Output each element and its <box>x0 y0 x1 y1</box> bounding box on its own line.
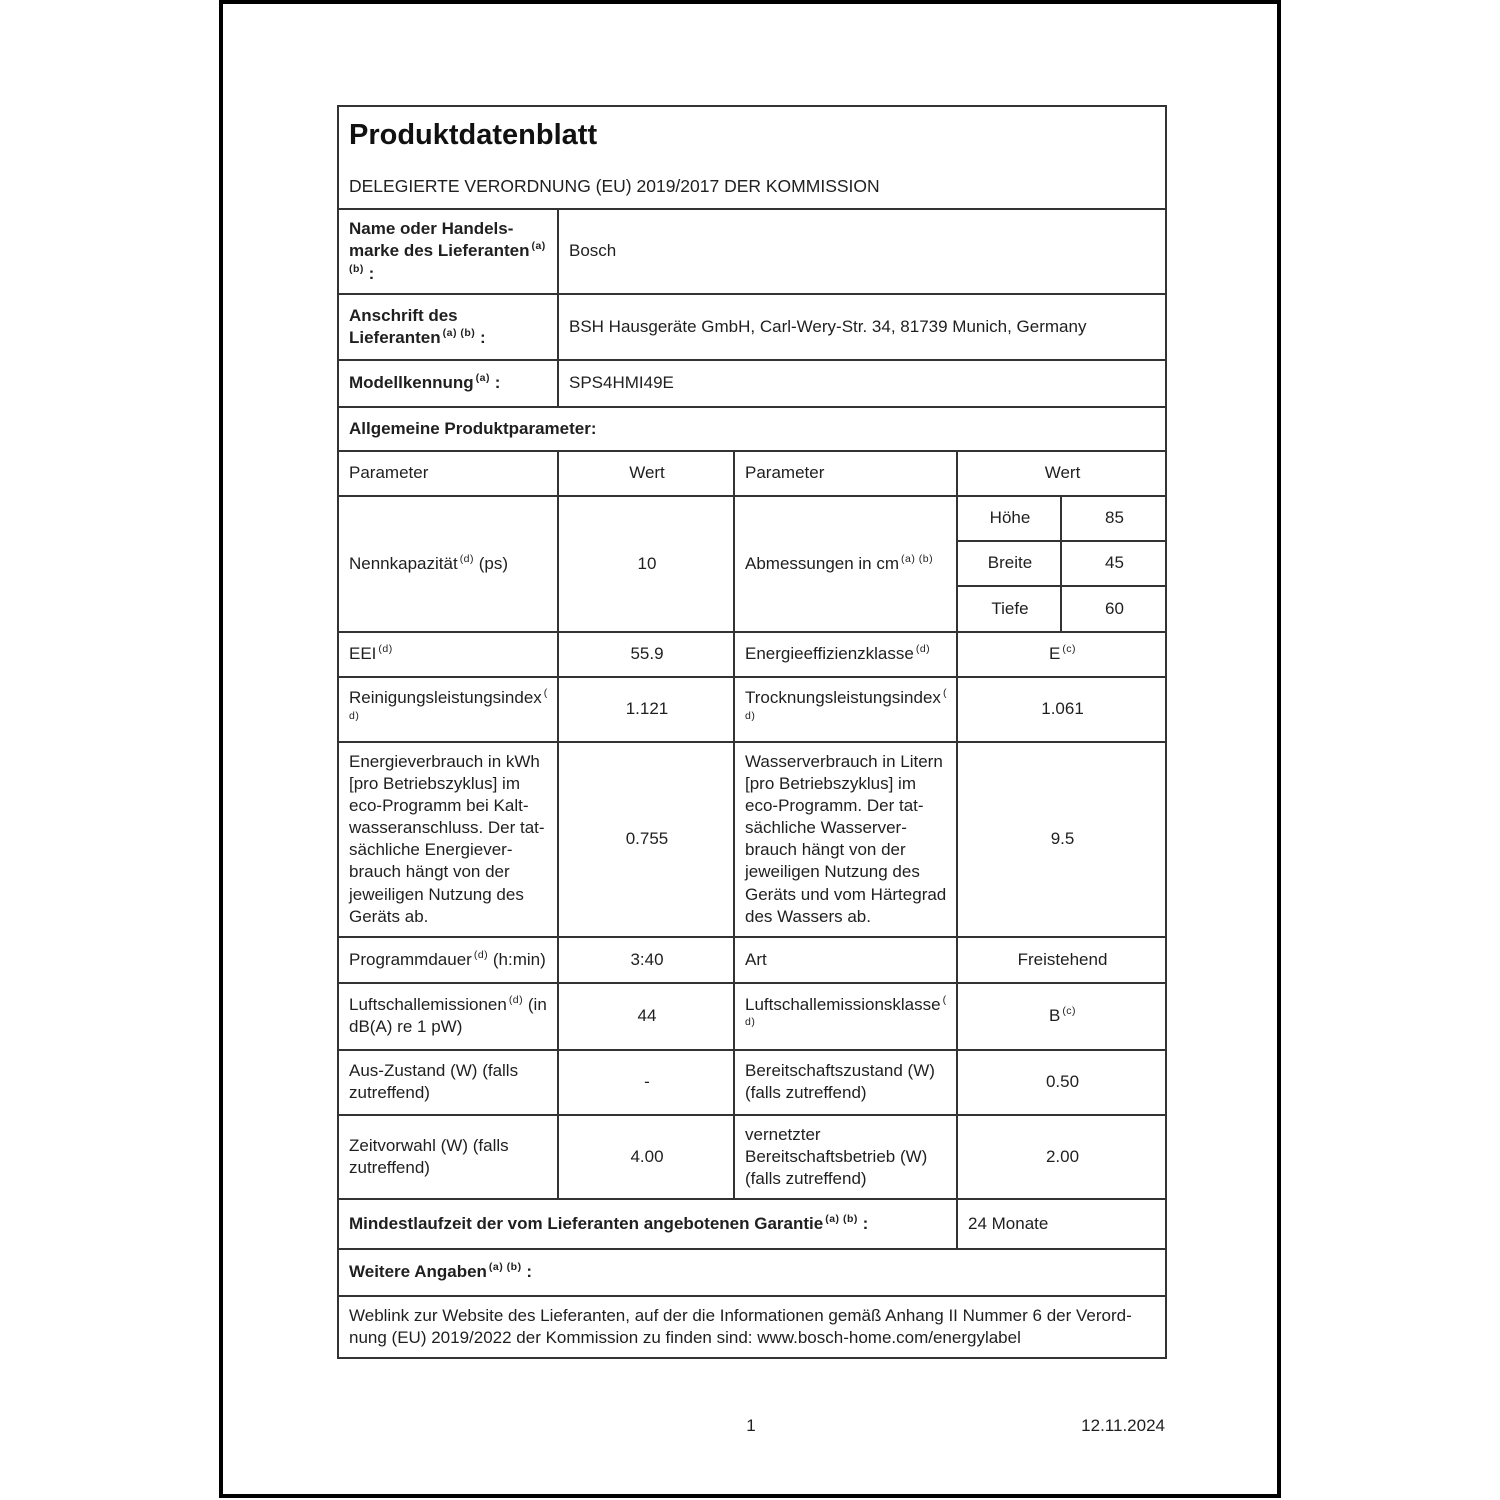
noise-label: Luftschallemissionen <box>349 995 507 1015</box>
noise-class-value-sup: (c) <box>1062 1005 1077 1018</box>
dimensions-sup: (a) (b) <box>901 552 934 565</box>
cleaning-index-label: Reinigungsleistungsindex <box>349 688 542 708</box>
supplier-address-label-cell <box>338 294 558 360</box>
duration-label-cell <box>338 937 558 983</box>
row-column-headers <box>338 451 1166 496</box>
row-delaystart-networkedstandby <box>338 1115 1166 1199</box>
warranty-label: Mindestlaufzeit der vom Lieferanten angebotenen Garantie <box>349 1213 824 1233</box>
row-capacity-dimensions-1 <box>338 496 1166 541</box>
model-label: Modellkennung <box>349 373 474 393</box>
noise-post: (in dB(A) re 1 pW) <box>349 995 547 1037</box>
col-header-parameter-2: Parameter <box>734 451 957 496</box>
off-mode-value: - <box>558 1050 734 1115</box>
title-cell <box>338 106 1166 209</box>
duration-sup: (d) <box>473 948 489 961</box>
capacity-label-cell <box>338 496 558 632</box>
cleaning-index-label-cell <box>338 677 558 742</box>
drying-index-label-cell <box>734 677 957 742</box>
model-value: SPS4HMI49E <box>558 360 1166 407</box>
supplier-address-value: BSH Hausgeräte GmbH, Carl-Wery-Str. 34, 81739 Munich, Germany <box>558 294 1166 360</box>
page-number: 1 <box>746 1416 756 1435</box>
model-colon: : <box>490 373 501 393</box>
row-weblink <box>338 1296 1166 1358</box>
standby-label: Bereitschaftszustand (W) (falls zutreffend) <box>734 1050 957 1115</box>
standby-value: 0.50 <box>957 1050 1166 1115</box>
warranty-sup: (a) (b) <box>825 1212 858 1225</box>
additional-info-label: Weitere Angaben <box>349 1262 487 1282</box>
warranty-colon: : <box>857 1213 869 1233</box>
energy-class-value-sup: (c) <box>1062 643 1077 656</box>
col-header-wert-2: Wert <box>957 451 1166 496</box>
energy-class-value-cell <box>957 632 1166 677</box>
networked-standby-value: 2.00 <box>957 1115 1166 1199</box>
eei-label-cell <box>338 632 558 677</box>
cleaning-index-sup: (d) <box>349 687 548 722</box>
noise-class-value: B <box>1048 1006 1061 1026</box>
section-general-header: Allgemeine Produktparameter: <box>338 407 1166 451</box>
eei-sup: (d) <box>378 643 393 656</box>
row-duration-type <box>338 937 1166 983</box>
page-subtitle: DELEGIERTE VERORDNUNG (EU) 2019/2017 DER KOMMISSION <box>349 176 880 197</box>
networked-standby-label: vernetzter Bereitschaftsbetrieb (W) (falls zutreffend) <box>734 1115 957 1199</box>
drying-index-sup: (d) <box>745 687 947 722</box>
water-consumption-value: 9.5 <box>957 742 1166 937</box>
dimension-height-value: 85 <box>1061 496 1166 541</box>
drying-index-label: Trocknungsleistungsindex <box>745 688 941 708</box>
noise-sup: (d) <box>508 994 524 1007</box>
row-supplier-name <box>338 209 1166 294</box>
supplier-address-sup: (a) (b) <box>442 327 476 339</box>
dimension-depth-label: Tiefe <box>957 586 1061 632</box>
model-label-cell <box>338 360 558 407</box>
row-energy-water-consumption <box>338 742 1166 937</box>
dimensions-label: Abmessungen in cm <box>745 553 900 573</box>
duration-post: (h:min) <box>488 949 546 969</box>
noise-class-label: Luftschallemissionsklasse <box>745 995 941 1015</box>
noise-value: 44 <box>558 983 734 1050</box>
weblink-text: Weblink zur Website des Lieferanten, auf der die Informationen gemäß Anhang II Nummer 6 der Verordnung (EU) 2019/2022 der Kommission zu finden sind: www.bosch-home.com/energylabel <box>338 1296 1166 1358</box>
type-value: Freistehend <box>957 937 1166 983</box>
row-title <box>338 106 1166 209</box>
delay-start-label: Zeitvorwahl (W) (falls zutreffend) <box>338 1115 558 1199</box>
additional-info-colon: : <box>521 1262 532 1282</box>
cleaning-index-value: 1.121 <box>558 677 734 742</box>
off-mode-label: Aus-Zustand (W) (falls zutreffend) <box>338 1050 558 1115</box>
noise-label-cell <box>338 983 558 1050</box>
supplier-name-label: Name oder Handelsmarke des Lieferanten <box>349 219 530 261</box>
energy-class-sup: (d) <box>915 643 931 656</box>
page-title: Produktdatenblatt <box>349 118 598 151</box>
duration-label: Programmdauer <box>349 949 472 969</box>
additional-info-label-cell <box>338 1249 1166 1296</box>
model-sup: (a) <box>475 372 491 385</box>
energy-class-label-cell <box>734 632 957 677</box>
dimension-depth-value: 60 <box>1061 586 1166 632</box>
type-label: Art <box>734 937 957 983</box>
dimensions-label-cell <box>734 496 957 632</box>
row-additional-info <box>338 1249 1166 1296</box>
warranty-value: 24 Monate <box>957 1199 1166 1249</box>
noise-class-label-cell <box>734 983 957 1050</box>
row-warranty <box>338 1199 1166 1249</box>
supplier-address-label: Anschrift des Lieferanten <box>349 305 458 347</box>
noise-class-value-cell <box>957 983 1166 1050</box>
row-section-general <box>338 407 1166 451</box>
dimension-width-value: 45 <box>1061 541 1166 586</box>
supplier-address-colon: : <box>475 328 486 347</box>
row-noise-noiseclass <box>338 983 1166 1050</box>
dimension-height-label: Höhe <box>957 496 1061 541</box>
capacity-label: Nennkapazität <box>349 553 458 573</box>
energy-consumption-label: Energieverbrauch in kWh [pro Betriebszyklus] im eco-Programm bei Kaltwasseranschluss. Der tatsächliche Energieverbrauch hängt von der jeweiligen Nutzung des Geräts ab. <box>338 742 558 937</box>
row-supplier-address <box>338 294 1166 360</box>
drying-index-value: 1.061 <box>957 677 1166 742</box>
supplier-name-value: Bosch <box>558 209 1166 294</box>
eei-value: 55.9 <box>558 632 734 677</box>
eei-label: EEI <box>349 644 377 664</box>
col-header-wert-1: Wert <box>558 451 734 496</box>
row-offmode-standby <box>338 1050 1166 1115</box>
product-datasheet-table <box>337 105 1167 1359</box>
energy-class-value: E <box>1048 644 1061 664</box>
supplier-name-label-cell <box>338 209 558 294</box>
delay-start-value: 4.00 <box>558 1115 734 1199</box>
supplier-name-sup: (a) (b) <box>349 240 546 275</box>
row-cleaning-drying-index <box>338 677 1166 742</box>
document-page <box>219 0 1281 1498</box>
row-eei-energyclass <box>338 632 1166 677</box>
noise-class-sup: (d) <box>745 994 947 1029</box>
warranty-label-cell <box>338 1199 957 1249</box>
dimension-width-label: Breite <box>957 541 1061 586</box>
page-footer <box>337 1416 1165 1440</box>
capacity-sup: (d) <box>459 552 475 565</box>
energy-class-label: Energieeffizienzklasse <box>745 644 914 664</box>
row-model <box>338 360 1166 407</box>
capacity-value: 10 <box>558 496 734 632</box>
duration-value: 3:40 <box>558 937 734 983</box>
capacity-post: (ps) <box>474 553 509 573</box>
water-consumption-label: Wasserverbrauch in Litern [pro Betriebszyklus] im eco-Programm. Der tatsächliche Wasserverbrauch hängt von der jeweiligen Nutzung des Geräts und vom Härtegrad des Wassers ab. <box>734 742 957 937</box>
col-header-parameter-1: Parameter <box>338 451 558 496</box>
footer-date: 12.11.2024 <box>1081 1416 1165 1435</box>
supplier-name-colon: : <box>363 263 375 283</box>
energy-consumption-value: 0.755 <box>558 742 734 937</box>
additional-info-sup: (a) (b) <box>488 1261 522 1274</box>
